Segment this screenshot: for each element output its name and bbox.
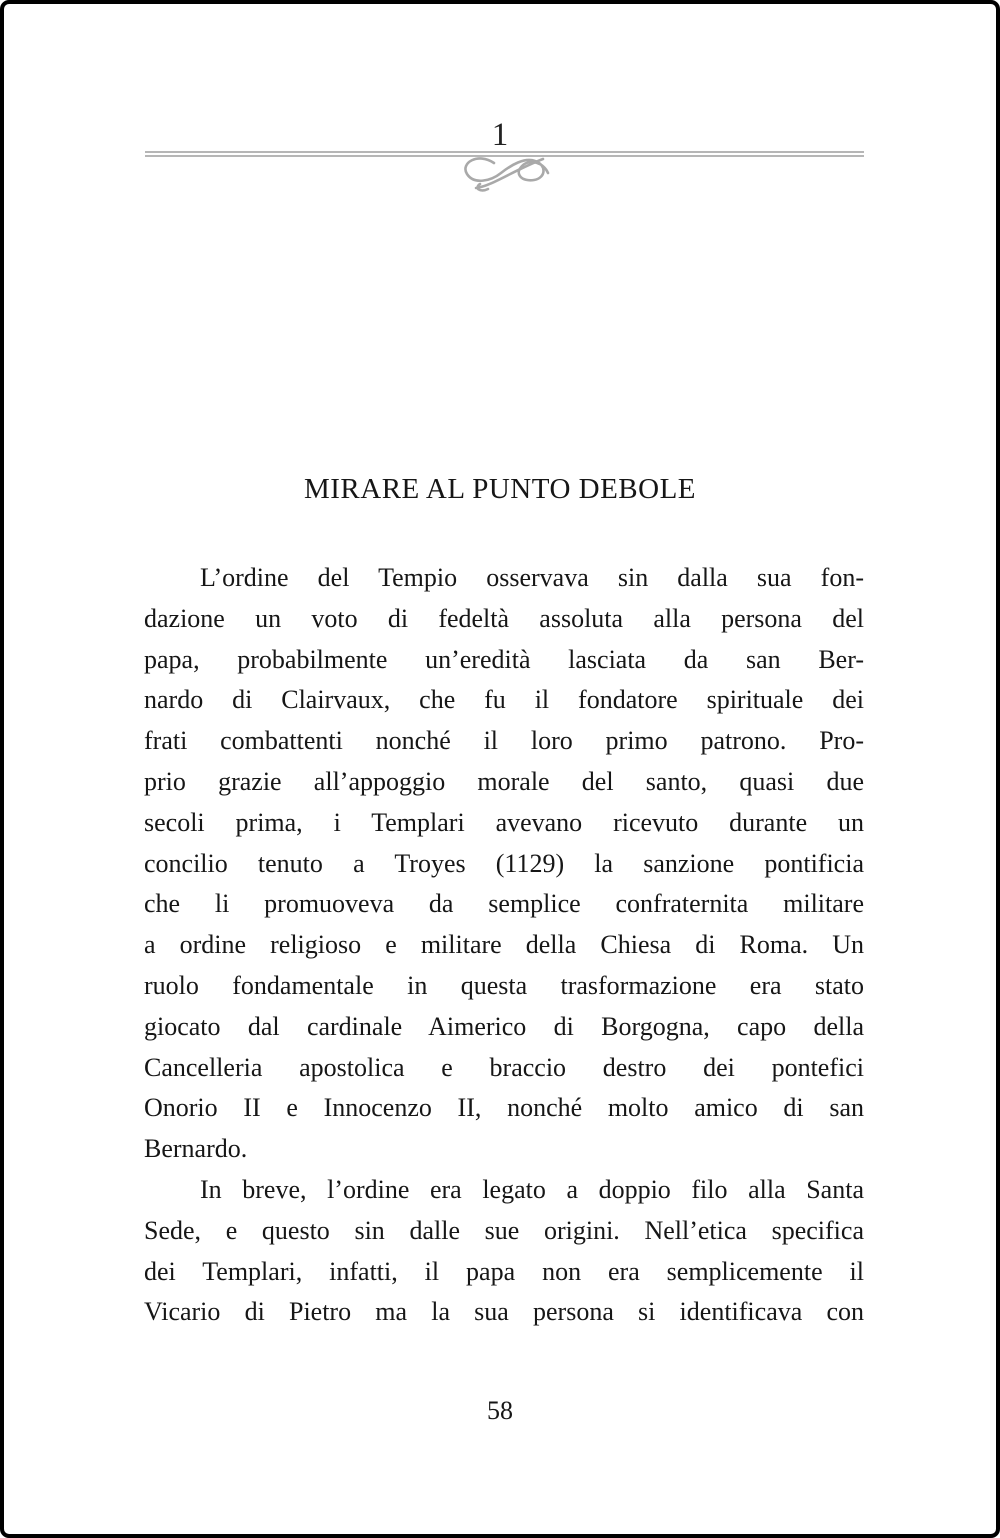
body-line: frati combattenti nonché il loro primo patrono. Pro-: [144, 726, 864, 756]
chapter-title: MIRARE AL PUNTO DEBOLE: [303, 473, 697, 505]
body-line: Cancelleria apostolica e braccio destro dei pontefici: [144, 1052, 864, 1082]
body-line: dazione un voto di fedeltà assoluta alla persona del: [144, 603, 864, 633]
flourish-ornament-icon: [456, 150, 552, 200]
body-line: Onorio II e Innocenzo II, nonché molto amico di san: [144, 1093, 864, 1123]
body-line: papa, probabilmente un’eredità lasciata da san Ber-: [144, 644, 864, 674]
body-line: In breve, l’ordine era legato a doppio filo alla Santa: [200, 1174, 864, 1204]
body-line: secoli prima, i Templari avevano ricevuto durante un: [144, 807, 864, 837]
body-text: [144, 558, 864, 1333]
body-line: a ordine religioso e militare della Chiesa di Roma. Un: [144, 930, 864, 960]
body-line: Vicario di Pietro ma la sua persona si identificava con: [144, 1297, 864, 1327]
body-line: giocato dal cardinale Aimerico di Borgogna, capo della: [144, 1011, 864, 1041]
body-line: prio grazie all’appoggio morale del santo, quasi due: [144, 766, 864, 796]
body-line: che li promuoveva da semplice confraternita militare: [144, 889, 864, 919]
body-line: concilio tenuto a Troyes (1129) la sanzione pontificia: [144, 848, 864, 878]
body-line: L’ordine del Tempio osservava sin dalla sua fon-: [200, 563, 864, 592]
page-number: 58: [487, 1396, 513, 1425]
body-line: Sede, e questo sin dalle sue origini. Nell’etica specifica: [144, 1215, 864, 1245]
body-line: nardo di Clairvaux, che fu il fondatore spirituale dei: [144, 685, 864, 715]
body-line: dei Templari, infatti, il papa non era semplicemente il: [144, 1256, 864, 1286]
body-line: ruolo fondamentale in questa trasformazione era stato: [144, 970, 864, 1000]
body-line: Bernardo.: [144, 1134, 248, 1164]
chapter-number: 1: [491, 117, 509, 153]
